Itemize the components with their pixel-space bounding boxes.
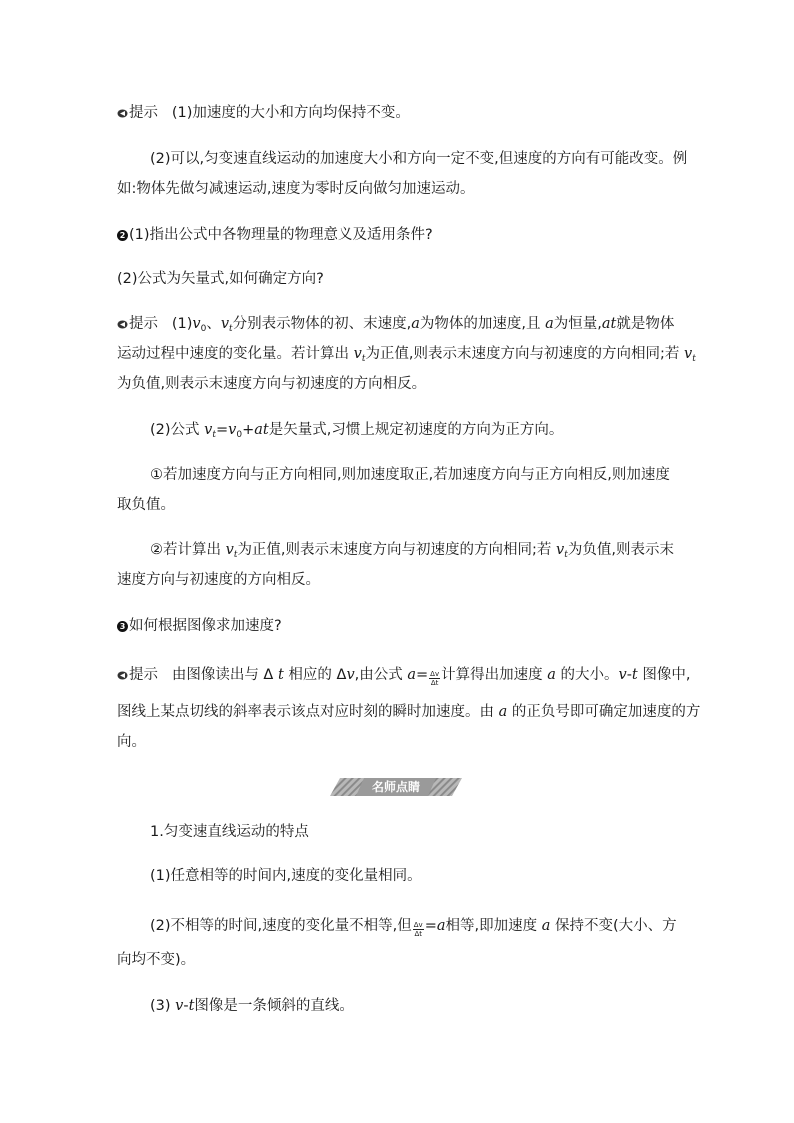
delta-v-over-delta-t: $\frac{\Delta v}{\Delta t}$ [413, 921, 423, 938]
question-number-icon: 2 [117, 230, 128, 241]
hint3-line2: 图线上某点切线的斜率表示该点对应时刻的瞬时加速度。由 a 的正负号即可确定加速度的方 [117, 704, 701, 720]
hint1-text: (1)加速度的大小和方向均保持不变。 [171, 105, 410, 121]
hint-label: 提示 [129, 105, 158, 121]
question2-line2: (2)公式为矢量式,如何确定方向? [117, 271, 324, 287]
hint-bullet-icon [117, 320, 128, 329]
hint1-para2-line1: (2)可以,匀变速直线运动的加速度大小和方向一定不变,但速度的方向有可能改变。例 [150, 151, 688, 167]
hint2-case1-line1: ①若加速度方向与正方向相同,则加速度取正,若加速度方向与正方向相反,则加速度 [150, 467, 670, 483]
hint-bullet-icon [117, 671, 128, 680]
notes-point3: (3) v-t图像是一条倾斜的直线。 [150, 998, 354, 1014]
hint2-line1: 提示 $(1)v_0$、$v_t$分别表示物体的初、末速度,a为物体的加速度,且 a为恒量,at就是物体 [117, 314, 674, 334]
delta-v-over-delta-t: $\frac{\Delta v}{\Delta t}$ [430, 670, 440, 687]
banner-title: 名师点睛 [371, 780, 420, 794]
question2-text1: (1)指出公式中各物理量的物理意义及适用条件? [129, 227, 433, 243]
hint2-line3: 为负值,则表示末速度方向与初速度的方向相反。 [117, 376, 427, 392]
hint-bullet-icon [117, 109, 128, 118]
question3-line [117, 616, 282, 636]
hint2-case1-line2: 取负值。 [117, 497, 175, 513]
question2-line1 [117, 225, 433, 245]
hint1-para2-line2: 如:物体先做匀减速运动,速度为零时反向做匀加速运动。 [117, 181, 475, 197]
hint2-case2-line1: ②若计算出 $v_t$为正值,则表示末速度方向与初速度的方向相同;若 $v_t$为负值,则表示末 [150, 542, 674, 560]
hint2-case2-line2: 速度方向与初速度的方向相反。 [117, 572, 320, 588]
notes-point2-line1: (2)不相等的时间,速度的变化量不相等,但 $\frac{\Delta v}{\Delta t}$ =a相等,即加速度 a 保持不变(大小、方 [150, 918, 677, 938]
question-number-icon: 3 [117, 621, 128, 632]
hint-label: 提示 [129, 316, 158, 332]
hint-label: 提示 [129, 667, 158, 683]
question3-text: 如何根据图像求加速度? [129, 618, 282, 634]
section-banner [330, 778, 462, 796]
hint2-formula-line: (2)公式 $v_t=v_0+at$是矢量式,习惯上规定初速度的方向为正方向。 [150, 422, 564, 440]
notes-title: 1.匀变速直线运动的特点 [150, 824, 309, 840]
hint3-line1: 提示 由图像读出与 Δ t 相应的 Δv,由公式 a= $\frac{\Delta v}{\Delta t}$ 计算得出加速度 a 的大小。v-t 图像中, [117, 665, 690, 687]
hint1-line1 [117, 103, 410, 123]
hint3-line3: 向。 [117, 734, 146, 750]
hint2-line2: 运动过程中速度的变化量。若计算出 $v_t$为正值,则表示末速度方向与初速度的方向相同;若 $v_t$ [117, 346, 696, 364]
notes-point2-line2: 向均不变)。 [117, 952, 196, 968]
notes-point1: (1)任意相等的时间内,速度的变化量相同。 [150, 868, 422, 884]
